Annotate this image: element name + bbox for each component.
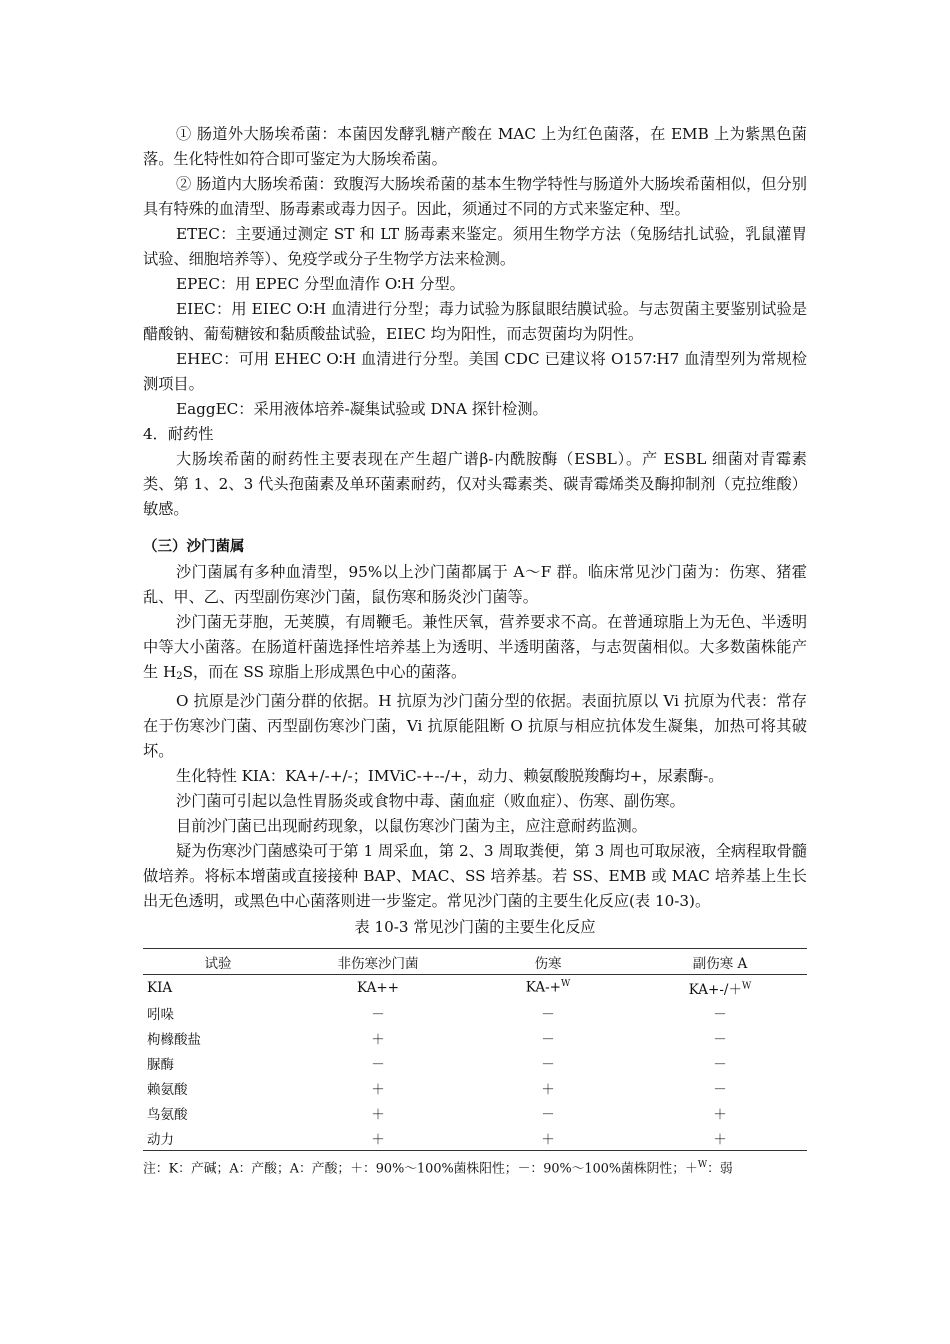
table-cell: － (541, 1106, 555, 1123)
table-row (143, 1125, 807, 1151)
table-row (143, 1050, 807, 1075)
table-row (143, 1025, 807, 1050)
paragraph-biochemical: 生化特性 KIA：KA+/-+/-；IMViC-+--/+，动力、赖氨酸脱羧酶均+，尿素酶-。 (176, 767, 724, 785)
paragraph-etec: ETEC：主要通过测定 ST 和 LT 肠毒素来鉴定。须用生物学方法（兔肠结扎试验，乳鼠灌胃试验、细胞培养等）、免疫学或分子生物学方法来检测。 (143, 225, 807, 268)
table-cell: KIA (147, 979, 173, 996)
table-cell (633, 975, 807, 1001)
paragraph-ehec: EHEC：可用 EHEC O∶H 血清进行分型。美国 CDC 已建议将 O157∶H7 血清型列为常规检测项目。 (143, 350, 807, 393)
paragraph-eiec: EIEC：用 EIEC O∶H 血清进行分型；毒力试验为豚鼠眼结膜试验。与志贺菌主要鉴别试验是醋酸钠、葡萄糖铵和黏质酸盐试验，EIEC 均为阳性，而志贺菌均为阴性。 (143, 300, 807, 343)
paragraph-specimen: 疑为伤寒沙门菌感染可于第 1 周采血，第 2、3 周取粪便，第 3 周也可取尿液，全病程取骨髓做培养。将标本增菌或直接接种 BAP、MAC、SS 培养基。若 SS、EMB 或 MAC 培养基上生长出无色透明，或黑色中心菌落则进一步鉴定。常见沙门菌的主要生化反应(表 10-3)。 (143, 842, 807, 910)
document-page (143, 122, 807, 1181)
table-cell: 枸橼酸盐 (147, 1031, 201, 1048)
table-caption: 表 10-3 常见沙门菌的主要生化反应 (354, 918, 596, 936)
text-segment: S，而在 SS 琼脂上形成黑色中心的菌落。 (182, 663, 467, 681)
table-cell: － (371, 1056, 385, 1073)
table-cell: KA++ (357, 979, 399, 996)
paragraph-resistance: 大肠埃希菌的耐药性主要表现在产生超广谱β-内酰胺酶（ESBL）。产 ESBL 细菌对青霉素类、第 1、2、3 代头孢菌素及单环菌素耐药，仅对头霉素类、碳青霉烯类及酶抑制剂（克拉维酸）敏感。 (143, 450, 807, 518)
superscript: W (741, 981, 752, 991)
paragraph-salmonella-morphology (143, 610, 807, 689)
table-header: 试验 (143, 949, 293, 975)
superscript: W (560, 979, 571, 990)
table-header: 非伤寒沙门菌 (293, 949, 463, 975)
table-cell: ＋ (633, 1125, 807, 1151)
table-row (143, 1100, 807, 1125)
table-cell: － (713, 1081, 727, 1098)
table-row (143, 975, 807, 1001)
table-cell: 鸟氨酸 (147, 1106, 188, 1123)
paragraph-intestinal-ecoli: ② 肠道内大肠埃希菌：致腹泻大肠埃希菌的基本生物学特性与肠道外大肠埃希菌相似，但分别具有特殊的血清型、肠毒素或毒力因子。因此，须通过不同的方式来鉴定种、型。 (143, 175, 807, 218)
table-cell: － (371, 1006, 385, 1023)
cell-text: KA+-/＋ (688, 981, 742, 998)
paragraph-extraintestinal-ecoli: ① 肠道外大肠埃希菌：本菌因发酵乳糖产酸在 MAC 上为红色菌落，在 EMB 上为紫黑色菌落。生化特性如符合即可鉴定为大肠埃希菌。 (143, 125, 807, 168)
table-cell: ＋ (371, 1081, 385, 1098)
table-cell: － (541, 1056, 555, 1073)
table-row (143, 1075, 807, 1100)
table-cell: 赖氨酸 (147, 1081, 188, 1098)
table-cell: ＋ (371, 1106, 385, 1123)
text-segment: 沙门菌无芽胞，无荚膜，有周鞭毛。兼性厌氧，营养要求不高。在普通琼脂上为无色、半透明中等大小菌落。在肠道杆菌选择性培养基上为透明、半透明菌落，与志贺菌相似。大多数菌株能产生 H (143, 613, 807, 681)
table-header: 伤寒 (463, 949, 633, 975)
table-cell: ＋ (541, 1081, 555, 1098)
biochemical-table (143, 948, 807, 1151)
table-cell (463, 975, 633, 1001)
table-cell: ＋ (713, 1106, 727, 1123)
table-cell: 脲酶 (147, 1056, 174, 1073)
paragraph-disease: 沙门菌可引起以急性胃肠炎或食物中毒、菌血症（败血症）、伤寒、副伤寒。 (176, 792, 685, 810)
paragraph-eaggec: EaggEC：采用液体培养-凝集试验或 DNA 探针检测。 (176, 400, 548, 418)
table-note (143, 1153, 807, 1181)
cell-text: KA-+ (525, 979, 561, 996)
table-header-row (143, 949, 807, 975)
paragraph-epec: EPEC：用 EPEC 分型血清作 O∶H 分型。 (176, 275, 465, 293)
table-cell: 吲哚 (147, 1006, 174, 1023)
superscript: W (697, 1160, 708, 1170)
table-cell: － (713, 1006, 727, 1023)
table-cell: － (713, 1031, 727, 1048)
table-cell: ＋ (463, 1125, 633, 1151)
table-header: 副伤寒 A (633, 949, 807, 975)
table-cell: ＋ (293, 1125, 463, 1151)
subscript: 2 (176, 671, 183, 682)
note-text: 注：K：产碱；A：产酸；A：产酸；＋：90%～100%菌株阳性；－：90%～100%菌株阴性；＋ (143, 1161, 698, 1177)
subheading-resistance: 4．耐药性 (143, 425, 214, 443)
table-cell: － (541, 1006, 555, 1023)
note-text: ：弱 (707, 1161, 733, 1177)
paragraph-salmonella-antigens: O 抗原是沙门菌分群的依据。H 抗原为沙门菌分型的依据。表面抗原以 Vi 抗原为代表：常存在于伤寒沙门菌、丙型副伤寒沙门菌，Vi 抗原能阻断 O 抗原与相应抗体发生凝集，加热可将其破坏。 (143, 692, 807, 760)
table-cell: 动力 (143, 1125, 293, 1151)
table-cell: － (541, 1031, 555, 1048)
section-heading-salmonella: （三）沙门菌属 (143, 539, 245, 555)
table-cell: ＋ (371, 1031, 385, 1048)
table-cell: － (713, 1056, 727, 1073)
paragraph-salmonella-serotypes: 沙门菌属有多种血清型，95%以上沙门菌都属于 A～F 群。临床常见沙门菌为：伤寒、猪霍乱、甲、乙、丙型副伤寒沙门菌，鼠伤寒和肠炎沙门菌等。 (143, 563, 807, 606)
table-row (143, 1000, 807, 1025)
paragraph-drug-resistance: 目前沙门菌已出现耐药现象，以鼠伤寒沙门菌为主，应注意耐药监测。 (176, 817, 647, 835)
